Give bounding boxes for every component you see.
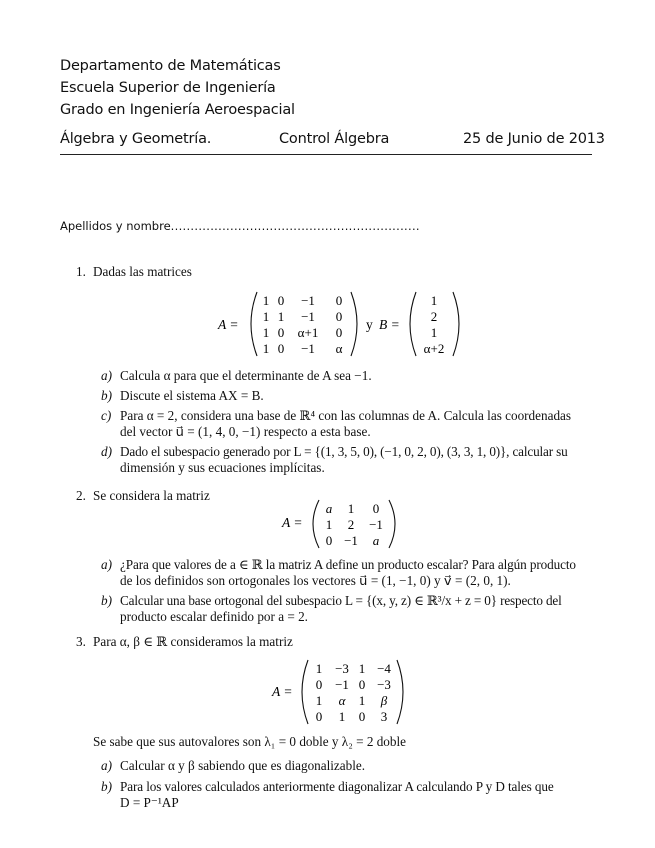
q1-a-r4c3: −1 [301,341,315,356]
q3-m-r3c1: 1 [315,693,323,708]
q1-a-r1c2: 0 [277,293,285,308]
q1-matrix-b [424,293,445,356]
q2-m-r2c2: 2 [347,517,355,532]
q3-m-r1c3: 1 [358,661,366,676]
q3-matrix [316,661,392,724]
q2-matrix-block [276,496,406,552]
q1-b-r3: 1 [430,325,438,340]
header-divider [60,154,592,155]
q3-m-r4c3: 0 [358,709,366,724]
q1-a-r4c1: 1 [262,341,270,356]
q3-m-r4c4: 3 [380,709,388,724]
q2-matrix-label: A = [282,515,303,530]
q3-m-r1c1: 1 [315,661,323,676]
q3-m-r2c2: −1 [335,677,349,692]
q1-a-r1c1: 1 [262,293,270,308]
q1-b-r1: 1 [430,293,438,308]
q3-m-r3c3: 1 [358,693,366,708]
q3-m-r4c2: 1 [338,709,346,724]
q3-m-r3c4: β [380,693,388,708]
name-field [60,219,420,233]
q2-matrix [326,501,383,548]
q2-a-line1: ¿Para que valores de a ∈ ℝ la matriz A define un producto escalar? Para algún producto [120,557,576,572]
name-field-label: Apellidos y nombre [60,219,171,233]
q3-eigenvalues: Se sabe que sus autovalores son λ₁ = 0 doble y λ₂ = 2 doble [93,734,407,749]
q1-c-line1: Para α = 2, considera una base de ℝ⁴ con las columnas de A. Calcula las coordenadas [120,408,572,423]
q1-a-r3c2: 0 [277,325,285,340]
q1-number: 1. [76,264,86,279]
q2-m-r2c1: 1 [325,517,333,532]
q2-m-r3c2: −1 [344,533,358,548]
q1-b-label: b) [101,388,112,403]
degree-name: Grado en Ingeniería Aeroespacial [60,102,295,118]
q1-a-r4c2: 0 [277,341,285,356]
q3-number: 3. [76,634,86,649]
q1-a-r2c2: 1 [277,309,285,324]
q1-a-label: a) [101,368,112,383]
q3-m-r2c4: −3 [377,677,391,692]
q2-intro: Se considera la matriz [93,488,210,503]
q2-b-line1: Calcular una base ortogonal del subespacio L = {(x, y, z) ∈ ℝ³/x + z = 0} respecto del [120,593,562,608]
q1-a-text: Calcula α para que el determinante de A sea −1. [120,368,372,383]
q1-a-r2c1: 1 [262,309,270,324]
q2-m-r1c2: 1 [347,501,355,516]
q1-a-r1c3: −1 [301,293,315,308]
department-name: Departamento de Matemáticas [60,58,281,74]
q1-matrix-a-label: A = [218,317,239,332]
q1-b-r4: α+2 [423,341,445,356]
q2-m-r3c1: 0 [325,533,333,548]
q3-m-r1c2: −3 [335,661,349,676]
q3-b-label: b) [101,779,112,794]
q1-a-r3c3: α+1 [297,325,319,340]
q1-matrix-a [263,293,343,356]
left-paren [313,500,319,548]
q1-d-line1: Dado el subespacio generado por L = {(1, 3, 5, 0), (−1, 0, 2, 0), (3, 3, 1, 0)}, calcular su [120,444,568,459]
q3-matrix-block [266,656,416,728]
q2-m-r3c3: a [372,533,380,548]
exam-title: Control Álgebra [279,131,390,147]
q3-m-r2c1: 0 [315,677,323,692]
q1-matrices [210,288,480,360]
q2-b-line2: producto escalar definido por a = 2. [120,609,308,624]
q1-d-line2: dimensión y sus ecuaciones implícitas. [120,460,325,475]
q1-a-r2c3: −1 [301,309,315,324]
q2-m-r1c1: a [325,501,333,516]
q1-c-label: c) [101,408,112,423]
q3-matrix-label: A = [272,684,293,699]
q3-a-text: Calcular α y β sabiendo que es diagonalizable. [120,758,366,773]
q1-d-label: d) [101,444,112,459]
q2-m-r2c3: −1 [369,517,383,532]
right-paren [351,292,357,356]
q2-number: 2. [76,488,86,503]
left-paren [302,660,308,724]
left-paren [410,292,416,356]
q3-intro: Para α, β ∈ ℝ consideramos la matriz [93,634,293,649]
school-name: Escuela Superior de Ingeniería [60,80,276,96]
q1-a-r1c4: 0 [335,293,343,308]
q1-matrix-b-label: B = [379,317,400,332]
q1-intro: Dadas las matrices [93,264,192,279]
q2-b-label: b) [101,593,112,608]
q3-m-r1c4: −4 [377,661,391,676]
right-paren [397,660,403,724]
q3-m-r2c3: 0 [358,677,366,692]
q1-a-r3c4: 0 [335,325,343,340]
name-field-dots: ............................................................... [170,219,420,233]
exam-date: 25 de Junio de 2013 [463,131,605,147]
q2-m-r1c3: 0 [372,501,380,516]
q1-a-r4c4: α [335,341,343,356]
q3-b-line2: D = P⁻¹AP [120,795,179,810]
right-paren [453,292,459,356]
q1-c-line2: del vector u⃗ = (1, 4, 0, −1) respecto a esta base. [120,424,371,439]
q1-a-r2c4: 0 [335,309,343,324]
q2-a-line2: de los definidos son ortogonales los vectores u⃗ = (1, −1, 0) y v⃗ = (2, 0, 1). [120,573,511,588]
subject-name: Álgebra y Geometría. [60,131,212,147]
q3-b-line1: Para los valores calculados anteriormente diagonalizar A calculando P y D tales que [120,779,554,794]
q1-a-r3c1: 1 [262,325,270,340]
q1-b-text: Discute el sistema AX = B. [120,388,264,403]
q3-a-label: a) [101,758,112,773]
right-paren [389,500,395,548]
q1-join-word: y [366,317,373,332]
left-paren [251,292,257,356]
q3-m-r4c1: 0 [315,709,323,724]
q1-b-r2: 2 [430,309,438,324]
q2-a-label: a) [101,557,112,572]
q3-m-r3c2: α [338,693,346,708]
